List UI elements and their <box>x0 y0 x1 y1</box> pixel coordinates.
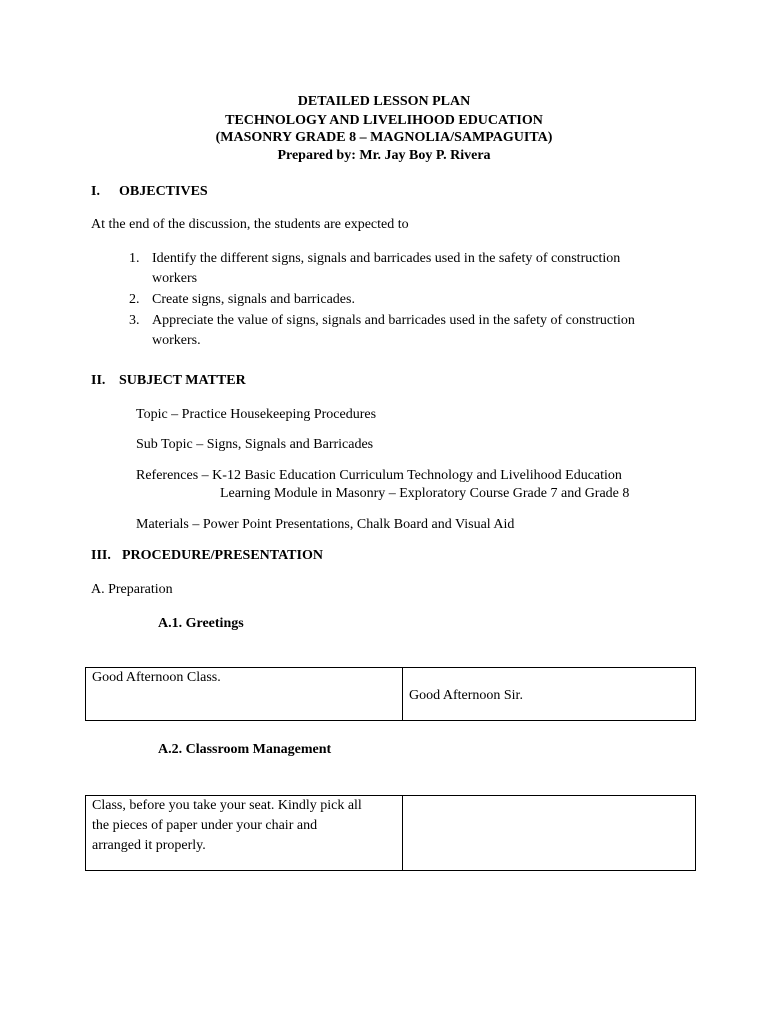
greetings-teacher-text: Good Afternoon Class. <box>92 670 221 685</box>
classroom-management-title: A.2. Classroom Management <box>158 742 332 757</box>
objectives-intro: At the end of the discussion, the students are expected to <box>91 217 409 232</box>
management-teacher-text-cont: the pieces of paper under your chair and <box>92 818 318 833</box>
objective-text-cont: workers <box>152 271 198 286</box>
section-numeral-objectives: I. <box>91 184 100 199</box>
management-teacher-text: Class, before you take your seat. Kindly pick all <box>92 798 362 813</box>
procedure-preparation: A. Preparation <box>91 582 173 597</box>
section-title-procedure: PROCEDURE/PRESENTATION <box>122 548 323 563</box>
subject-topic: Topic – Practice Housekeeping Procedures <box>136 407 377 422</box>
subject-references: References – K-12 Basic Education Curriculum Technology and Livelihood Education <box>136 468 622 483</box>
doc-subject: TECHNOLOGY AND LIVELIHOOD EDUCATION <box>225 113 543 128</box>
objective-text-cont: workers. <box>152 333 201 348</box>
objective-number: 1. <box>129 251 140 266</box>
subject-references-cont: Learning Module in Masonry – Exploratory Course Grade 7 and Grade 8 <box>220 486 630 501</box>
section-numeral-subject: II. <box>91 373 106 388</box>
greetings-student-cell <box>403 668 696 721</box>
subject-sub-topic: Sub Topic – Signs, Signals and Barricades <box>136 437 374 452</box>
greetings-student-text: Good Afternoon Sir. <box>409 688 523 703</box>
doc-prepared-by: Prepared by: Mr. Jay Boy P. Rivera <box>277 148 491 163</box>
objective-text: Appreciate the value of signs, signals and barricades used in the safety of construction <box>152 313 635 328</box>
doc-class-section: (MASONRY GRADE 8 – MAGNOLIA/SAMPAGUITA) <box>215 130 553 145</box>
greetings-table <box>85 667 696 721</box>
objective-number: 3. <box>129 313 140 328</box>
section-title-subject: SUBJECT MATTER <box>119 373 246 388</box>
management-teacher-text-cont: arranged it properly. <box>92 838 206 853</box>
objective-text: Identify the different signs, signals and barricades used in the safety of construction <box>152 251 621 266</box>
doc-title: DETAILED LESSON PLAN <box>297 94 471 109</box>
objective-number: 2. <box>129 292 140 307</box>
management-student-cell <box>403 796 696 871</box>
management-teacher-cell <box>86 796 403 871</box>
section-numeral-procedure: III. <box>91 548 111 563</box>
objective-text: Create signs, signals and barricades. <box>152 292 355 307</box>
section-title-objectives: OBJECTIVES <box>119 184 208 199</box>
greetings-teacher-cell <box>86 668 403 721</box>
classroom-management-table <box>85 795 696 871</box>
subject-materials: Materials – Power Point Presentations, Chalk Board and Visual Aid <box>136 517 515 532</box>
greetings-title: A.1. Greetings <box>158 616 244 631</box>
